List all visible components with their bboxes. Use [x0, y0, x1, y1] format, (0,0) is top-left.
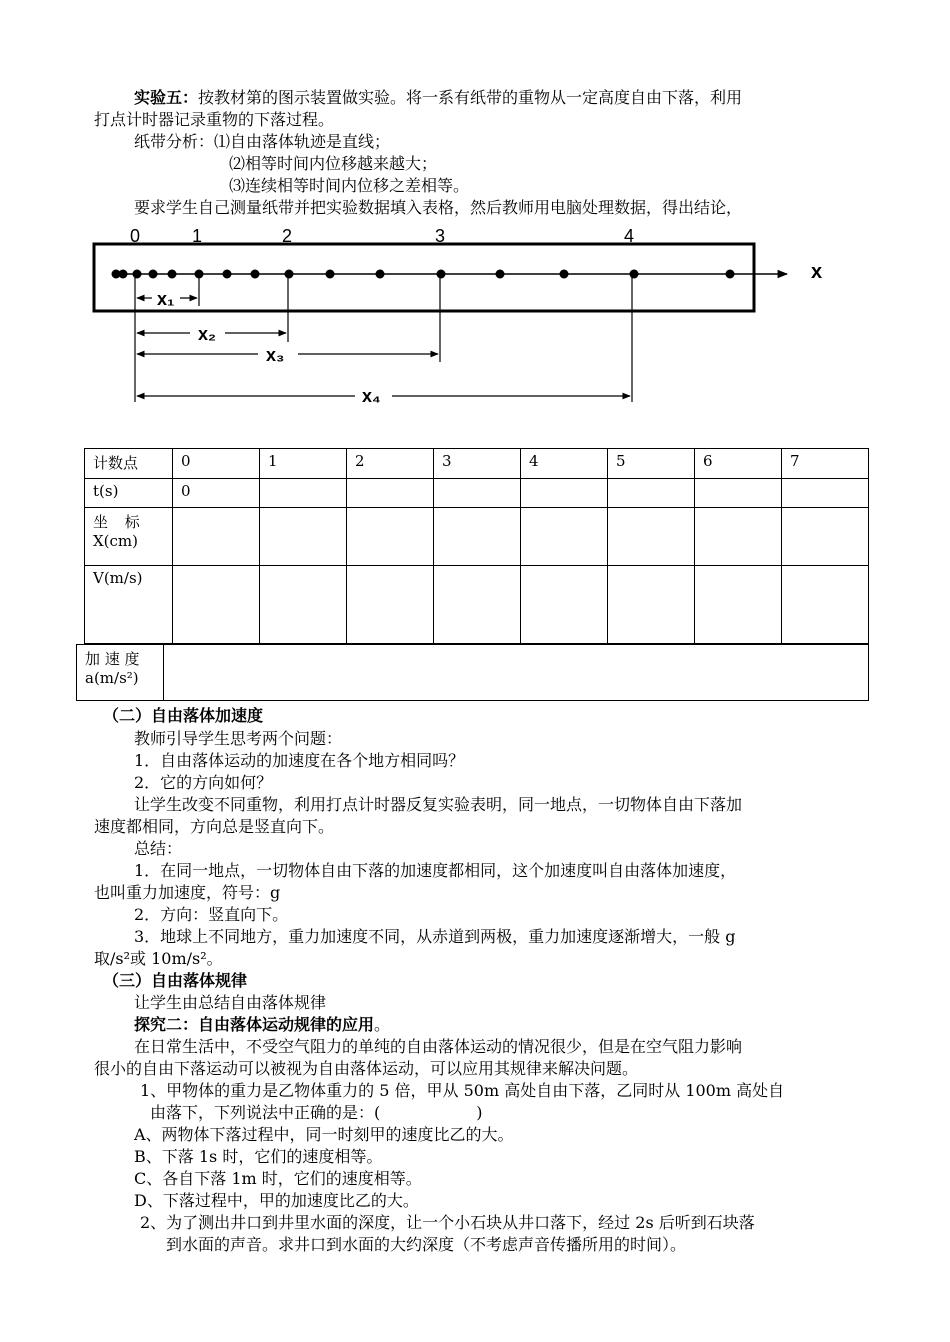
sec2-line-5: 速度都相同，方向总是竖直向下。: [94, 817, 335, 836]
sec3-line-1: 让学生由总结自由落体规律: [134, 993, 327, 1012]
table-row-count: [85, 449, 869, 479]
option-a: A、两物体下落过程中，同一时刻甲的速度比乙的大。: [134, 1125, 514, 1144]
section-3-title: （三）自由落体规律: [103, 971, 248, 990]
intro-text: 按教材第的图示装置做实验。将一系有纸带的重物从一定高度自由下落，利用: [198, 88, 743, 107]
explore-end: 。: [374, 1015, 391, 1034]
intro-line-2: 打点计时器记录重物的下落过程。: [94, 110, 335, 129]
count-cell: 4: [521, 449, 608, 479]
velocity-cell: [608, 566, 695, 644]
analysis-point-1: ⑴自由落体轨迹是直线；: [214, 132, 391, 151]
analysis-label: 纸带分析：: [134, 132, 215, 151]
tape-dot: [560, 270, 569, 279]
acceleration-header-a: 加 速 度: [85, 650, 140, 668]
tape-dot: [496, 270, 505, 279]
velocity-cell: [173, 566, 260, 644]
sec2-line-8: 也叫重力加速度，符号：g: [94, 883, 281, 902]
sec2-line-4: 让学生改变不同重物，利用打点计时器反复实验表明，同一地点，一切物体自由下落加: [134, 795, 743, 814]
time-cell: [434, 479, 521, 508]
question-2-line-b: 到水面的声音。求井口到水面的大约深度（不考虑声音传播所用的时间）。: [166, 1235, 687, 1254]
segment-x4-label: x₄: [362, 386, 381, 406]
analysis-point-2: ⑵相等时间内位移越来越大；: [229, 154, 438, 173]
velocity-cell: [695, 566, 782, 644]
option-b: B、下落 1s 时，它们的速度相等。: [134, 1147, 383, 1166]
tape-dot: [326, 270, 335, 279]
time-cell: [608, 479, 695, 508]
time-cell: [782, 479, 869, 508]
position-cell: [347, 508, 434, 566]
count-label-3: 3: [435, 226, 446, 246]
acceleration-header: [77, 645, 164, 701]
sec2-line-11: 取/s²或 10m/s²。: [94, 949, 223, 968]
position-cell: [173, 508, 260, 566]
count-header: 计数点: [85, 449, 173, 479]
segment-x2-label: x₂: [198, 324, 217, 344]
sec3-para-2: 很小的自由下落运动可以被视为自由落体运动，可以应用其规律来解决问题。: [94, 1059, 639, 1078]
explore-title: 探究二：自由落体运动规律的应用: [134, 1015, 375, 1034]
tape-dot: [251, 270, 260, 279]
count-label-1: 1: [192, 226, 203, 246]
experiment-heading: 实验五：: [134, 88, 199, 107]
acceleration-cell: [164, 645, 869, 701]
paper-tape-diagram: [0, 0, 950, 440]
count-cell: 5: [608, 449, 695, 479]
tape-dot: [149, 270, 158, 279]
sec2-line-2: 1．自由落体运动的加速度在各个地方相同吗？: [134, 751, 465, 770]
sec2-line-1: 教师引导学生思考两个问题：: [134, 729, 343, 748]
sec2-line-3: 2．它的方向如何？: [134, 773, 273, 792]
explore-line: [134, 1015, 390, 1035]
count-cell: 0: [173, 449, 260, 479]
position-cell: [521, 508, 608, 566]
x-axis-label: x: [811, 261, 823, 283]
velocity-header: V(m/s): [85, 566, 173, 644]
velocity-cell: [782, 566, 869, 644]
position-header-b: X(cm): [93, 532, 139, 550]
count-label-4: 4: [624, 226, 635, 246]
time-cell: [695, 479, 782, 508]
velocity-cell: [434, 566, 521, 644]
velocity-cell: [521, 566, 608, 644]
velocity-cell: [347, 566, 434, 644]
option-c: C、各自下落 1m 时，它们的速度相等。: [134, 1169, 422, 1188]
section-2-title: （二）自由落体加速度: [103, 706, 264, 725]
time-cell: [521, 479, 608, 508]
tape-dot: [133, 270, 142, 279]
time-cell: [260, 479, 347, 508]
position-header-a: 坐 标: [93, 513, 146, 531]
count-cell: 1: [260, 449, 347, 479]
sec2-line-10: 3．地球上不同地方，重力加速度不同，从赤道到两极，重力加速度逐渐增大，一般 g: [134, 927, 736, 946]
count-cell: 3: [434, 449, 521, 479]
tape-dot: [726, 270, 735, 279]
segment-x3-label: x₃: [266, 345, 285, 365]
acceleration-header-b: a(m/s²): [85, 669, 139, 687]
table-row-position: [85, 508, 869, 566]
position-cell: [782, 508, 869, 566]
velocity-cell: [260, 566, 347, 644]
position-cell: [260, 508, 347, 566]
count-label-2: 2: [282, 226, 293, 246]
table-row-velocity: [85, 566, 869, 644]
sec2-line-9: 2．方向：竖直向下。: [134, 905, 289, 924]
time-cell: 0: [173, 479, 260, 508]
question-1-line-b: 由落下，下列说法中正确的是：( ): [150, 1103, 483, 1122]
tape-dot: [168, 270, 177, 279]
table-row-acceleration: [77, 645, 869, 701]
tape-dot: [630, 270, 639, 279]
count-cell: 6: [695, 449, 782, 479]
time-header: t(s): [85, 479, 173, 508]
position-header: [85, 508, 173, 566]
question-1-line-a: 1、甲物体的重力是乙物体重力的 5 倍，甲从 50m 高处自由下落，乙同时从 100m 高处自: [140, 1081, 785, 1100]
sec2-line-7: 1．在同一地点，一切物体自由下落的加速度都相同，这个加速度叫自由落体加速度，: [134, 861, 737, 880]
acceleration-table: [76, 644, 869, 701]
sec3-para-1: 在日常生活中，不受空气阻力的单纯的自由落体运动的情况很少，但是在空气阻力影响: [134, 1037, 743, 1056]
question-2-line-a: 2、为了测出井口到井里水面的深度，让一个小石块从井口落下，经过 2s 后听到石块落: [140, 1213, 755, 1232]
table-row-time: [85, 479, 869, 508]
count-label-0: 0: [130, 226, 141, 246]
analysis-point-3: ⑶连续相等时间内位移之差相等。: [229, 176, 470, 195]
position-cell: [695, 508, 782, 566]
tape-dot: [119, 270, 128, 279]
tape-frame: [94, 244, 754, 311]
tape-dot: [376, 270, 385, 279]
sec2-line-6: 总结：: [134, 839, 183, 858]
tape-dot: [223, 270, 232, 279]
position-cell: [608, 508, 695, 566]
instruction-line: 要求学生自己测量纸带并把实验数据填入表格，然后教师用电脑处理数据，得出结论，: [134, 198, 743, 217]
option-d: D、下落过程中，甲的加速度比乙的大。: [134, 1191, 419, 1210]
count-cell: 7: [782, 449, 869, 479]
data-table: [84, 448, 869, 644]
tape-dot: [285, 270, 294, 279]
position-cell: [434, 508, 521, 566]
time-cell: [347, 479, 434, 508]
count-cell: 2: [347, 449, 434, 479]
tape-dot: [437, 270, 446, 279]
segment-x1-label: x₁: [157, 289, 175, 309]
